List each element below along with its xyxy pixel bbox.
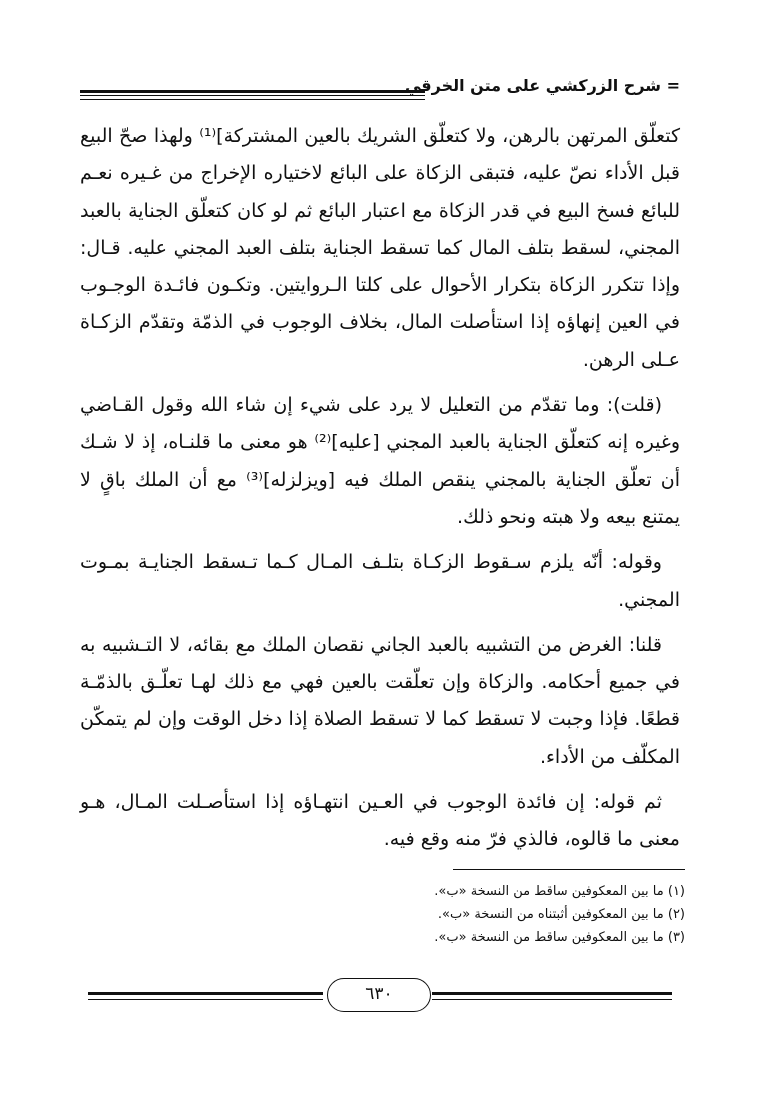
page-footer — [80, 976, 680, 1016]
paragraph: كتعلّق المرتهن بالرهن، ولا كتعلّق الشريك بالعين المشتركة]⁽¹⁾ ولهذا صحّ البيع قبل الأداء نصّ عليه، فتبقى الزكاة على البائع لاختياره الإخراج من غـيره نعـم للبائع فسخ البيع في قدر الزكاة مع اعتبار البائع ثم لو كان كتعلّق الجناية بالعبد المجني، لسقط بتلف المال كما تسقط الجناية بتلف العبد المجني عليه. قـال: وإذا تتكرر الزكاة بتكرار الأحوال على كلتا الـروايتين. وتكـون فائـدة الوجـوب في العين إنهاؤه إذا استأصلت المال، بخلاف الوجوب في الذمّة وتقدّم الزكـاة عـلى الرهن. — [80, 125, 680, 371]
footer-rule-left — [88, 992, 323, 1000]
footnote-separator — [453, 869, 685, 870]
header-rule — [80, 90, 425, 100]
footnote: (٢) ما بين المعكوفين أثبتناه من النسخة «ب». — [437, 907, 685, 922]
paragraph: وقوله: أنّه يلزم سـقوط الزكـاة بتلـف المـال كـما تـسقط الجنايـة بمـوت المجني. — [80, 551, 680, 611]
page-number: ٦٣٠ — [327, 978, 431, 1012]
main-text — [80, 118, 680, 859]
footer-rule-right — [432, 992, 672, 1000]
running-header-title: = شرح الزركشي على متن الخرقي — [404, 76, 680, 95]
footnote: (٣) ما بين المعكوفين ساقط من النسخة «ب». — [434, 930, 685, 945]
paragraph: قلنا: الغرض من التشبيه بالعبد الجاني نقصان الملك مع بقائه، لا التـشبيه به في جميع أحكامه. والزكاة وإن تعلّقت بالعين فهي مع ذلك لهـا تعلّـق بالذمّـة قطعًا. فإذا وجبت لا تسقط كما لا تسقط الصلاة إذا دخل الوقت وإن لم يتمكّن المكلّف من الأداء. — [80, 633, 680, 768]
running-header — [80, 76, 680, 106]
paragraph: (قلت): وما تقدّم من التعليل لا يرد على شيء إن شاء الله وقول القـاضي وغيره إنه كتعلّق الجناية بالعبد المجني [عليه]⁽²⁾ هو معنى ما قلنـاه، إذ لا شـك أن تعلّق الجناية بالمجني ينقص الملك فيه [ويزلزله]⁽³⁾ مع أن الملك باقٍ لا يمتنع بيعه ولا هبته ونحو ذلك. — [80, 394, 680, 528]
footnote: (١) ما بين المعكوفين ساقط من النسخة «ب». — [434, 884, 685, 899]
paragraph: ثم قوله: إن فائدة الوجوب في العـين انتهـاؤه إذا استأصـلت المـال، هـو معنى ما قالوه، فالذي فرّ منه وقع فيه. — [80, 791, 680, 851]
footnotes — [85, 880, 685, 949]
